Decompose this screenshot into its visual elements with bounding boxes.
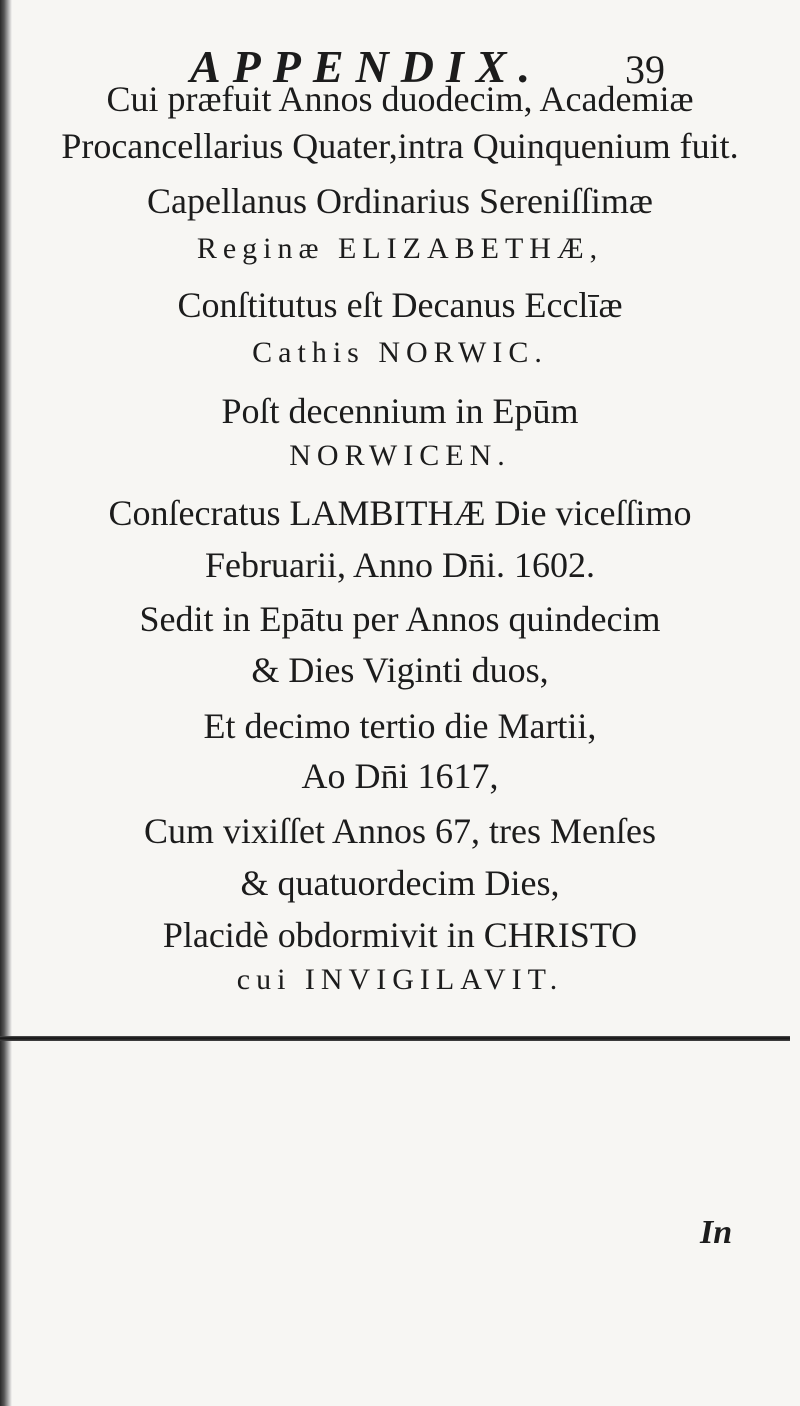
text-line: NORWICEN. — [289, 439, 511, 472]
text-line: & quatuordecim Dies, — [240, 863, 560, 903]
text-line: Cui præfuit Annos duodecim, Academiæ — [106, 79, 694, 119]
page-number: 39 — [625, 47, 665, 92]
text-line: Poſt decennium in Epūm — [221, 391, 579, 431]
catchword: In — [700, 1214, 733, 1251]
horizontal-rule — [0, 1036, 790, 1041]
text-line: Conſecratus LAMBITHÆ Die viceſſimo — [108, 493, 692, 533]
text-line: Placidè obdormivit in CHRISTO — [162, 915, 638, 955]
text-line: Conſtitutus eſt Decanus Ecclīæ — [177, 285, 623, 325]
text-line: cui INVIGILAVIT. — [236, 963, 564, 996]
running-title: APPENDIX. — [190, 41, 543, 92]
text-line: Ao Dn̄i 1617, — [301, 756, 499, 796]
text-line: Februarii, Anno Dn̄i. 1602. — [205, 545, 595, 585]
page-header — [190, 14, 665, 92]
text-line: Sedit in Epātu per Annos quindecim — [139, 599, 661, 639]
text-line: Cum vixiſſet Annos 67, tres Menſes — [144, 811, 656, 851]
text-line: Procancellarius Quater,intra Quinquenium fuit. — [61, 126, 739, 166]
text-line: Et decimo tertio die Martii, — [203, 706, 597, 746]
text-line: & Dies Viginti duos, — [251, 650, 549, 690]
text-line: Cathis NORWIC. — [252, 336, 548, 369]
text-line: Reginæ ELIZABETHÆ, — [196, 232, 604, 265]
text-line: Capellanus Ordinarius Sereniſſimæ — [147, 181, 653, 221]
